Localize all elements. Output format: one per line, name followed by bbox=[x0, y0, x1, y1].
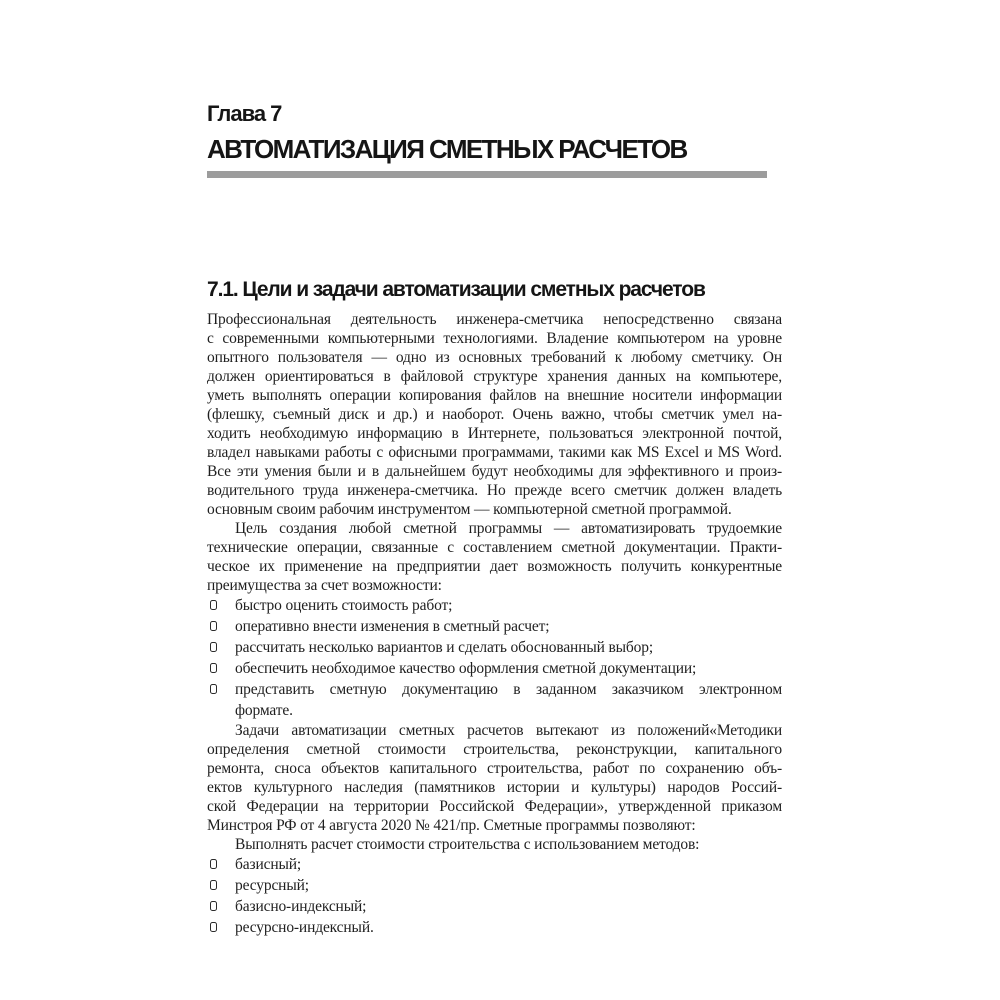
list-item-line: ресурсно-индексный. bbox=[235, 919, 374, 936]
list-item bbox=[207, 896, 782, 917]
list-item bbox=[207, 658, 782, 679]
paragraph-line: Задачи автоматизации сметных расчетов вытекают из положений«Методики bbox=[235, 722, 782, 739]
list-item bbox=[207, 616, 782, 637]
list-item bbox=[207, 917, 782, 938]
paragraph-line: (флешку, съемный диск и др.) и наоборот. Очень важно, чтобы сметчик умел на- bbox=[207, 406, 782, 423]
list-item-line: обеспечить необходимое качество оформления сметной документации; bbox=[235, 660, 697, 677]
paragraph-line: ектов культурного наследия (памятников истории и культуры) народов Россий- bbox=[207, 779, 782, 796]
square-bullet-icon bbox=[210, 901, 217, 911]
paragraph-line: должен ориентироваться в файловой структуре хранения данных на компьютере, bbox=[207, 368, 782, 385]
paragraph-line: Выполнять расчет стоимости строительства с использованием методов: bbox=[235, 836, 700, 853]
list-item bbox=[207, 854, 782, 875]
square-bullet-icon bbox=[210, 642, 217, 652]
square-bullet-icon bbox=[210, 880, 217, 890]
paragraph-line: основным своим рабочим инструментом — компьютерной сметной программой. bbox=[207, 501, 732, 518]
paragraph-line: Цель создания любой сметной программы — автоматизировать трудоемкие bbox=[235, 520, 782, 537]
paragraph bbox=[207, 310, 782, 519]
chapter-divider-rule bbox=[207, 171, 767, 178]
list-item-line: базисно-индексный; bbox=[235, 898, 367, 915]
list-item bbox=[207, 875, 782, 896]
paragraph-line: Минстроя РФ от 4 августа 2020 № 421/пр. Сметные программы позволяют: bbox=[207, 817, 696, 834]
section-heading: 7.1. Цели и задачи автоматизации сметных расчетов bbox=[207, 278, 705, 301]
paragraph-line: ремонта, сноса объектов капитального строительства, работ по сохранению объ- bbox=[207, 760, 782, 777]
paragraph bbox=[207, 835, 782, 854]
paragraph-line: преимущества за счет возможности: bbox=[207, 577, 442, 594]
list-item bbox=[207, 679, 782, 721]
list-item-line: ресурсный; bbox=[235, 877, 309, 894]
paragraph-line: уметь выполнять операции копирования файлов на внешние носители информации bbox=[207, 387, 782, 404]
page-content bbox=[207, 310, 782, 938]
paragraph-line: Профессиональная деятельность инженера-сметчика непосредственно связана bbox=[207, 311, 782, 328]
list-item-line: быстро оценить стоимость работ; bbox=[235, 597, 453, 614]
paragraph-line: водительного труда инженера-сметчика. Но прежде всего сметчик должен владеть bbox=[207, 482, 782, 499]
list-item-line: формате. bbox=[235, 702, 293, 719]
page-content-column bbox=[207, 100, 782, 938]
list-item-line: базисный; bbox=[235, 856, 302, 873]
square-bullet-icon bbox=[210, 859, 217, 869]
paragraph-line: ходить необходимую информацию в Интернете, пользоваться электронной почтой, bbox=[207, 425, 782, 442]
list-item-line: представить сметную документацию в заданном заказчиком электронном bbox=[235, 681, 782, 698]
paragraph bbox=[207, 519, 782, 595]
bullet-list bbox=[207, 595, 782, 721]
chapter-title: АВТОМАТИЗАЦИЯ СМЕТНЫХ РАСЧЕТОВ bbox=[207, 134, 687, 164]
chapter-label: Глава 7 bbox=[207, 101, 282, 126]
paragraph bbox=[207, 721, 782, 835]
list-item-line: оперативно внести изменения в сметный расчет; bbox=[235, 618, 550, 635]
paragraph-line: с современными компьютерными технологиями. Владение компьютером на уровне bbox=[207, 330, 782, 347]
square-bullet-icon bbox=[210, 922, 217, 932]
paragraph-line: Все эти умения были и в дальнейшем будут необходимы для эффективного и произ- bbox=[207, 463, 782, 480]
paragraph-line: технические операции, связанные с составлением сметной документации. Практи- bbox=[207, 539, 782, 556]
list-item bbox=[207, 637, 782, 658]
square-bullet-icon bbox=[210, 621, 217, 631]
paragraph-line: ческое их применение на предприятии дает возможность получить конкурентные bbox=[207, 558, 782, 575]
bullet-list bbox=[207, 854, 782, 938]
paragraph-line: владел навыками работы с офисными программами, такими как MS Excel и MS Word. bbox=[207, 444, 782, 461]
list-item-line: рассчитать несколько вариантов и сделать обоснованный выбор; bbox=[235, 639, 653, 656]
square-bullet-icon bbox=[210, 600, 217, 610]
list-item bbox=[207, 595, 782, 616]
paragraph-line: определения сметной стоимости строительства, реконструкции, капитального bbox=[207, 741, 782, 758]
paragraph-line: опытного пользователя — одно из основных требований к любому сметчику. Он bbox=[207, 349, 782, 366]
square-bullet-icon bbox=[210, 663, 217, 673]
square-bullet-icon bbox=[210, 684, 217, 694]
paragraph-line: ской Федерации на территории Российской Федерации», утвержденной приказом bbox=[207, 798, 782, 815]
